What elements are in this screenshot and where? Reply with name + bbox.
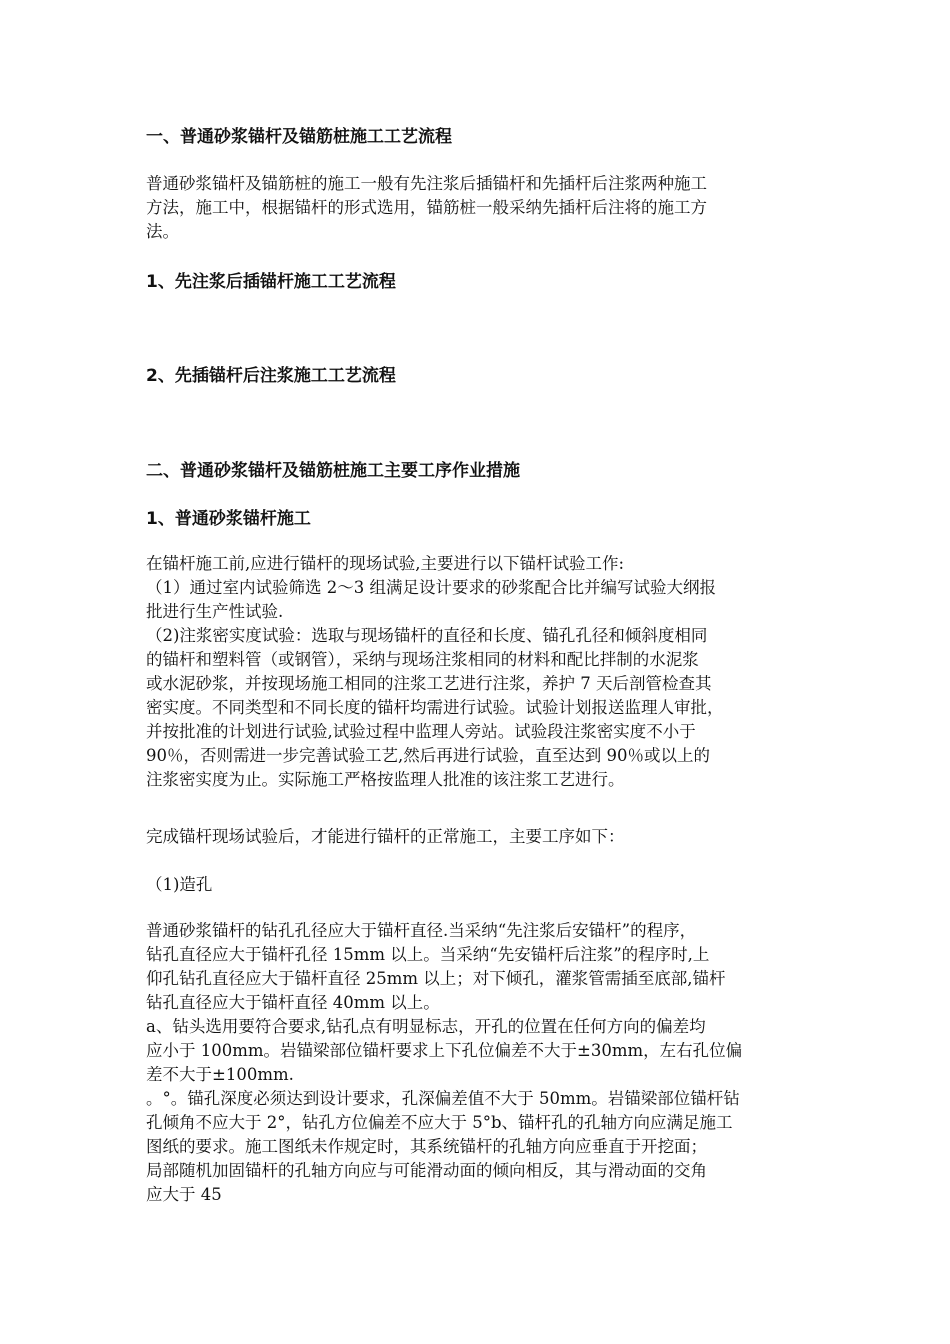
subheading-2-1: 1、普通砂浆锚杆施工 [146, 509, 311, 529]
subheading-1-1: 1、先注浆后插锚杆施工工艺流程 [146, 272, 396, 292]
text-line: 批进行生产性试验. [146, 602, 284, 621]
text-line: 差不大于±100mm. [146, 1065, 294, 1084]
drilling-paragraph [146, 919, 806, 1207]
text-line: 方法，施工中，根据锚杆的形式选用，锚筋桩一般采纳先插杆后注将的施工方 [146, 198, 707, 217]
text-line: 并按批准的计划进行试验,试验过程中监理人旁站。试验段注浆密实度不小于 [146, 722, 696, 741]
text-line: 注浆密实度为止。实际施工严格按监理人批准的该注浆工艺进行。 [146, 770, 625, 789]
text-line: 应小于 100mm。岩锚梁部位锚杆要求上下孔位偏差不大于±30mm，左右孔位偏 [146, 1041, 743, 1060]
text-line: 钻孔直径应大于锚杆孔径 15mm 以上。当采纳“先安锚杆后注浆”的程序时,上 [146, 945, 710, 964]
text-line: 法。 [146, 222, 179, 241]
intro-paragraph [146, 172, 806, 244]
text-line: （2)注浆密实度试验：选取与现场锚杆的直径和长度、锚孔孔径和倾斜度相同 [146, 626, 708, 645]
text-line: 普通砂浆锚杆的钻孔孔径应大于锚杆直径.当采纳“先注浆后安锚杆”的程序， [146, 921, 697, 940]
text-line: （1）通过室内试验筛选 2～3 组满足设计要求的砂浆配合比并编写试验大纲报 [146, 578, 716, 597]
text-line: 图纸的要求。施工图纸未作规定时，其系统锚杆的孔轴方向应垂直于开挖面； [146, 1137, 707, 1156]
text-line: 应大于 45 [146, 1185, 222, 1204]
drilling-subheading: （1)造孔 [146, 875, 213, 894]
text-line: 。°。锚孔深度必须达到设计要求，孔深偏差值不大于 50mm。岩锚梁部位锚杆钻 [146, 1089, 740, 1108]
text-line: 的锚杆和塑料管（或钢管），采纳与现场注浆相同的材料和配比拌制的水泥浆 [146, 650, 699, 669]
text-line: 孔倾角不应大于 2°，钻孔方位偏差不应大于 5°b、锚杆孔的孔轴方向应满足施工 [146, 1113, 733, 1132]
text-line: 密实度。不同类型和不同长度的锚杆均需进行试验。试验计划报送监理人审批， [146, 698, 724, 717]
text-line: 钻孔直径应大于锚杆直径 40mm 以上。 [146, 993, 440, 1012]
after-test-paragraph: 完成锚杆现场试验后，才能进行锚杆的正常施工，主要工序如下： [146, 827, 625, 846]
text-line: 或水泥砂浆，并按现场施工相同的注浆工艺进行注浆，养护 7 天后剖管检查其 [146, 674, 712, 693]
text-line: 在锚杆施工前,应进行锚杆的现场试验,主要进行以下锚杆试验工作: [146, 554, 625, 573]
text-line: 普通砂浆锚杆及锚筋桩的施工一般有先注浆后插锚杆和先插杆后注浆两种施工 [146, 174, 707, 193]
section-heading-1: 一、普通砂浆锚杆及锚筋桩施工工艺流程 [146, 127, 452, 147]
text-line: 90％，否则需进一步完善试验工艺,然后再进行试验，直至达到 90％或以上的 [146, 746, 710, 765]
text-line: 仰孔钻孔直径应大于锚杆直径 25mm 以上；对下倾孔，灌浆管需插至底部,锚杆 [146, 969, 726, 988]
subheading-1-2: 2、先插锚杆后注浆施工工艺流程 [146, 366, 396, 386]
section-heading-2: 二、普通砂浆锚杆及锚筋桩施工主要工序作业措施 [146, 461, 520, 481]
text-line: a、钻头选用要符合要求,钻孔点有明显标志，开孔的位置在任何方向的偏差均 [146, 1017, 706, 1036]
test-paragraph [146, 552, 806, 792]
text-line: 局部随机加固锚杆的孔轴方向应与可能滑动面的倾向相反，其与滑动面的交角 [146, 1161, 707, 1180]
